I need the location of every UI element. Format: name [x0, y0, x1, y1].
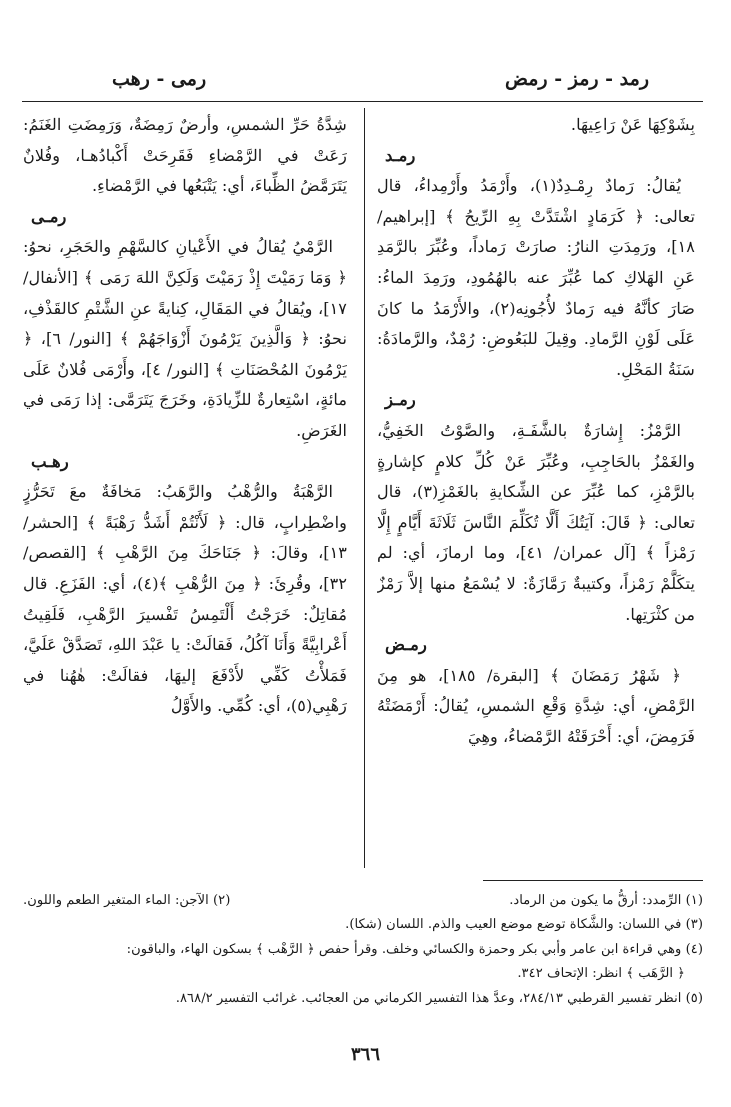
header-rule	[22, 101, 703, 102]
footnote-4-continuation: ﴿ الرَّهَب ﴾ انظر: الإتحاف ٣٤٢.	[517, 966, 685, 982]
running-head-left: رمى - رهب	[112, 68, 207, 90]
footnote-5: (٥) انظر تفسير القرطبي ٢٨٤/١٣، وعدَّ هذا التفسير الكرماني من العجائب. غرائب التفسير ٨٦٨/٢.	[175, 990, 703, 1006]
footnote-4: (٤) وهي قراءة ابن عامر وأبي بكر وحمزة والكسائي وخلف. وقرأ حفص ﴿ الرَّهْب ﴾ بسكون الهاء، والباقون:	[126, 941, 703, 957]
paragraph: ﴿ شَهْرُ رَمَضَانَ ﴾ [البقرة/ ١٨٥]، هو مِنَ الرَّمْضِ، أي: شِدَّةِ وَقْعِ الشمسِ، يُقالُ: أَرْمَضَتْهُ فَرَمِضَ، أي: أَحْرَقَتْهُ الرَّمْضاءُ، وهِيَ	[377, 665, 695, 746]
paragraph: بِشَوْكِهَا عَنْ رَاعِيهَا.	[570, 115, 695, 134]
right-column	[377, 110, 695, 865]
footnote-2: (٢) الآجن: الماء المتغير الطعم واللون.	[23, 893, 231, 908]
entry-heading-ramad2: رمـض	[385, 635, 427, 655]
footnote-1: (١) الرِّمدد: أرقُّ ما يكون من الرماد.	[509, 893, 703, 908]
column-divider	[364, 108, 365, 868]
paragraph: الرَّمْزُ: إِشارَةٌ بالشَّفَـةِ، والصَّوْتُ الخَفِيُّ، والغَمْزُ بالحَاجِبِ، وعُبِّرَ عَنْ كُلِّ كلامٍ كإشارةٍ بالرَّمْزِ، كما عُبِّرَ عن الشِّكايةِ بالغَمْزِ(٣)، قال تعالى: ﴿ قَالَ: آيَتُكَ أَلَّا تُكَلِّمَ النَّاسَ ثَلَاثَةَ أَيَّامٍ إِلَّا رَمْزاً ﴾ [آل عمران/ ٤١]، وما ارمازَ، أي: لم يتكَلَّمْ رَمْزاً، وكتيبةٌ رَمَّازَةٌ: لا يُسْمَعُ منها إلاَّ رَمْزٌ من كثْرَتِها.	[377, 420, 695, 624]
entry-heading-ramz: رمـز	[385, 390, 416, 410]
left-column	[23, 110, 347, 865]
footnote-row	[23, 889, 703, 913]
entry-heading-rahiba: رهـب	[31, 451, 69, 471]
paragraph: الرَّهْبَةُ والرُّهْبُ والرَّهَبُ: مَخافَةٌ معَ تَحَرُّزٍ واضْطِرابٍ، قال: ﴿ لَأَنْتُمْ أَشَدُّ رَهْبَةً ﴾ [الحشر/ ١٣]، وقالَ: ﴿ جَنَاحَكَ مِنَ الرَّهْبِ ﴾ [القصص/ ٣٢]، وقُرِئَ: ﴿ مِنَ الرُّهْبِ ﴾(٤)، أي: الفَزَعِ. قال مُقاتِلٌ: خَرَجْتُ أَلْتَمِسُ تَفْسيرَ الرَّهْبِ، فَلَقِيتُ أَعْرابِيَّةً وَأَنَا آكُلُ، فَقالَتْ: يا عَبْدَ اللهِ، تَصَدَّقْ عَلَيَّ، فَمَلأْتُ كَفِّي لأَدْفَعَ إليهَا، فقالَتْ: هٰهُنا في رَهْبِي(٥)، أي: كُمِّي. والأَوَّلُ	[23, 482, 347, 716]
footnote-3: (٣) في اللسان: والشَّكاة توضع موضع العيب والذم. اللسان (شكا).	[345, 917, 703, 933]
entry-heading-rama: رمـى	[31, 206, 67, 226]
paragraph: الرَّمْيُ يُقالُ في الأَعْيانِ كالسَّهْمِ والحَجَرِ، نحوُ: ﴿ وَمَا رَمَيْتَ إِذْ رَمَيْتَ وَلَكِنَّ اللهَ رَمَى ﴾ [الأنفال/ ١٧]، ويُقالُ في المَقَالِ، كِنايةً عنِ الشَّتْمِ كالقَذْفِ، نحوُ: ﴿ وَالَّذِينَ يَرْمُونَ أَزْوَاجَهُمْ ﴾ [النور/ ٦]، ﴿ يَرْمُونَ المُحْصَنَاتِ ﴾ [النور/ ٤]، وأَرْمَى فُلانٌ عَلَى مائةٍ، اسْتِعارةٌ للزِّيادَةِ، وخَرَجَ يَتَرَمَّى: إذا رَمَى في الغَرَضِ.	[23, 237, 347, 440]
paragraph: يُقالُ: رَمادٌ رِمْـدِدٌ(١)، وأَرْمَدُ وأَرْمِداءُ، قال تعالى: ﴿ كَرَمَادٍ اشْتَدَّتْ بِهِ الرِّيحُ ﴾ [إبراهيم/ ١٨]، ورَمِدَتِ النارُ: صارَتْ رَماداً، وعُبِّرَ بالرَّمَدِ عَنِ الهَلاكِ كما عُبِّرَ عنه بالهُمُودِ، ورَمِدَ الماءُ: صَارَ كأنَّهُ فيه رَمادٌ لأُجُونِه(٢)، والأَرْمَدُ ما كانَ عَلَى لَوْنِ الرَّمادِ. وقِيلَ للبَعُوضِ: رُمْدٌ، والرَّمادَةُ: سَنَةُ المَحْلِ.	[377, 176, 695, 379]
footnotes	[23, 889, 703, 1011]
page-number: ٣٦٦	[350, 1044, 380, 1065]
entry-heading-ramad: رمـد	[385, 145, 416, 165]
footnote-rule	[483, 880, 703, 881]
paragraph: شِدَّةُ حَرِّ الشمسِ، وأرضٌ رَمِضَةٌ، وَرَمِضَتِ الغَنَمُ: رَعَتْ في الرَّمْضاءِ فَقَرِحَتْ أَكْبادُهـا، وفُلانٌ يَتَرَمَّضُ الظِّباءَ، أي: يَتْبَعُها في الرَّمْضاءِ.	[23, 115, 347, 196]
running-head-right: رمد - رمز - رمض	[504, 68, 649, 90]
